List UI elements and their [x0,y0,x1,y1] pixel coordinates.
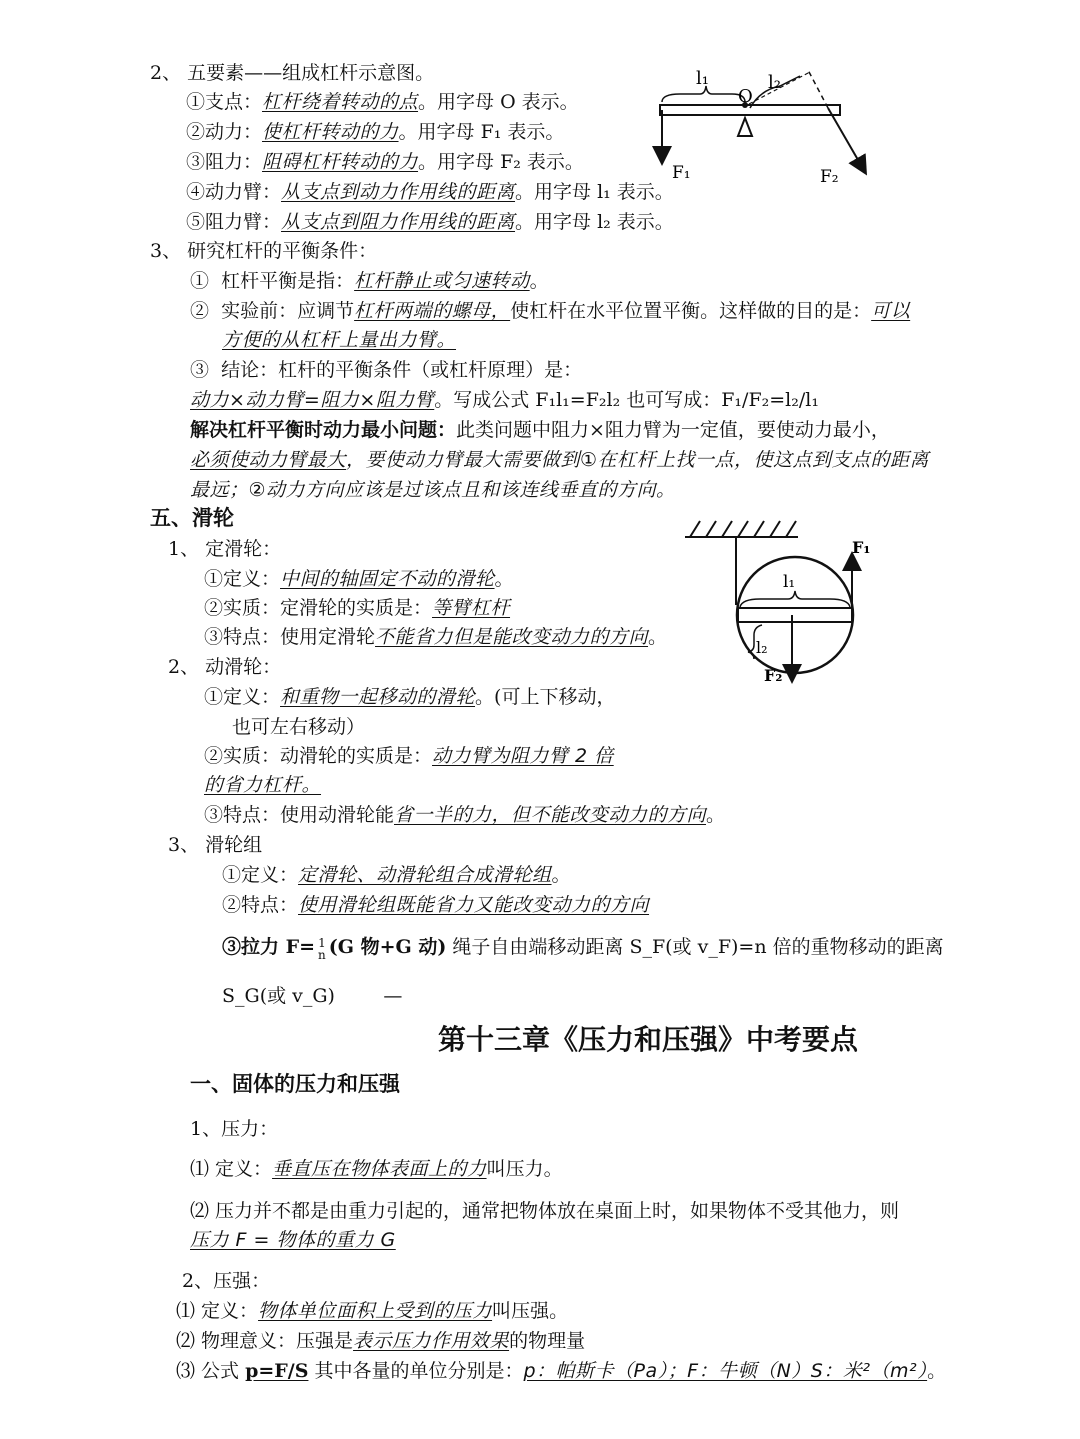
balance-title: 3、 研究杠杆的平衡条件： [150,240,378,262]
movable-pulley-def: ①定义：和重物一起移动的滑轮。(可上下移动， [204,686,616,708]
section-solid-pressure: 一、固体的压力和压强 [190,1071,400,1096]
pressure-meaning: ⑵ 物理意义：压强是表示压力作用效果的物理量 [176,1330,586,1352]
pressure-formula: ⑶ 公式 p=F/S 其中各量的单位分别是：p：帕斯卡（Pa）；F：牛顿（N）S：米²（m²）。 [176,1360,947,1382]
movable-pulley-essence-cont: 的省力杠杆。 [204,774,322,796]
balance-point-2: ② 实验前：应调节杠杆两端的螺母，使杠杆在水平位置平衡。这样做的目的是：可以 [190,300,911,322]
five-elements-title: 2、 五要素——组成杠杆示意图。 [150,62,435,84]
fulcrum-triangle [738,118,752,136]
element-resistance: ③阻力：阻碍杠杆转动的力。用字母 F₂ 表示。 [186,151,584,173]
label-O: O [738,86,753,107]
movable-pulley-title: 2、 动滑轮： [168,656,282,678]
resistance-action-line [808,70,828,108]
lever-diagram [650,60,890,190]
pressure-force-note: ⑵ 压力并不都是由重力引起的，通常把物体放在桌面上时，如果物体不受其他力，则 [190,1200,900,1222]
fixed-pulley-feature: ③特点：使用定滑轮不能省力但是能改变动力的方向。 [204,626,668,648]
balance-point-1: ① 杠杆平衡是指：杠杆静止或匀速转动。 [190,270,549,292]
movable-pulley-def-cont: 也可左右移动） [232,716,366,738]
pulley-block-title: 3、 滑轮组 [168,834,263,856]
pulley-axle-bar [738,608,852,622]
pressure-force-def: ⑴ 定义：垂直压在物体表面上的力叫压力。 [190,1158,563,1180]
element-effort-arm: ④动力臂：从支点到动力作用线的距离。用字母 l₁ 表示。 [186,181,674,203]
label-F1: F₁ [672,163,691,183]
pulley-diagram [680,515,880,690]
element-resistance-arm: ⑤阻力臂：从支点到阻力作用线的距离。用字母 l₂ 表示。 [186,211,674,233]
fixed-pulley-essence: ②实质：定滑轮的实质是：等臂杠杆 [204,597,511,619]
pressure-force-note-answer: 压力 F = 物体的重力 G [190,1229,396,1251]
label-l1: l₁ [783,572,796,592]
fraction: 1 n [318,936,326,962]
pulley-block-def: ①定义：定滑轮、动滑轮组合成滑轮组。 [222,864,571,886]
pulley-heading: 五、滑轮 [150,505,234,530]
pressure-force-title: 1、压力： [190,1118,279,1140]
pressure-def: ⑴ 定义：物体单位面积上受到的压力叫压强。 [176,1300,569,1322]
l1-brace [740,591,850,607]
ceiling-hatch [690,521,796,537]
pulley-block-pull: ③拉力 F= 1 n (G 物+G 动) 绳子自由端移动距离 S_F(或 v_F)=n 倍的重物移动的距离 [222,936,944,962]
label-F2: F₂ [764,666,783,685]
pulley-block-pull-cont: S_G(或 v_G) — [222,985,403,1007]
label-F2: F₂ [820,167,839,187]
balance-formula: 动力×动力臂=阻力×阻力臂。写成公式 F₁l₁=F₂l₂ 也可写成：F₁/F₂=l₂/l₁ [190,389,819,411]
pressure-title: 2、压强： [182,1270,271,1292]
min-force-line-2: 必须使动力臂最大，要使动力臂最大需要做到①在杠杆上找一点，使这点到支点的距离 [190,449,930,471]
min-force-line-3: 最远；②动力方向应该是过该点且和该连线垂直的方向。 [190,479,676,501]
balance-point-2-cont: 方便的从杠杆上量出力臂。 [222,329,457,351]
pulley-block-feature: ②特点：使用滑轮组既能省力又能改变动力的方向 [222,894,650,916]
resistance-arrow [828,108,865,172]
movable-pulley-essence: ②实质：动滑轮的实质是：动力臂为阻力臂 2 倍 [204,745,614,767]
fixed-pulley-title: 1、 定滑轮： [168,538,282,560]
label-l2: l₂ [756,638,768,657]
balance-point-3: ③ 结论：杠杆的平衡条件（或杠杆原理）是： [190,359,583,381]
fixed-pulley-def: ①定义：中间的轴固定不动的滑轮。 [204,568,514,590]
label-l1: l₁ [696,68,709,89]
min-force-line-1: 解决杠杆平衡时动力最小问题：此类问题中阻力×阻力臂为一定值，要使动力最小， [190,419,890,441]
label-l2: l₂ [768,72,781,93]
element-fulcrum: ①支点：杠杆绕着转动的点。用字母 O 表示。 [186,91,579,113]
chapter-title: 第十三章《压力和压强》中考要点 [438,1023,859,1056]
movable-pulley-feature: ③特点：使用动滑轮能省一半的力，但不能改变动力的方向。 [204,804,726,826]
element-effort: ②动力：使杠杆转动的力。用字母 F₁ 表示。 [186,121,565,143]
label-F1: F₁ [852,538,871,557]
